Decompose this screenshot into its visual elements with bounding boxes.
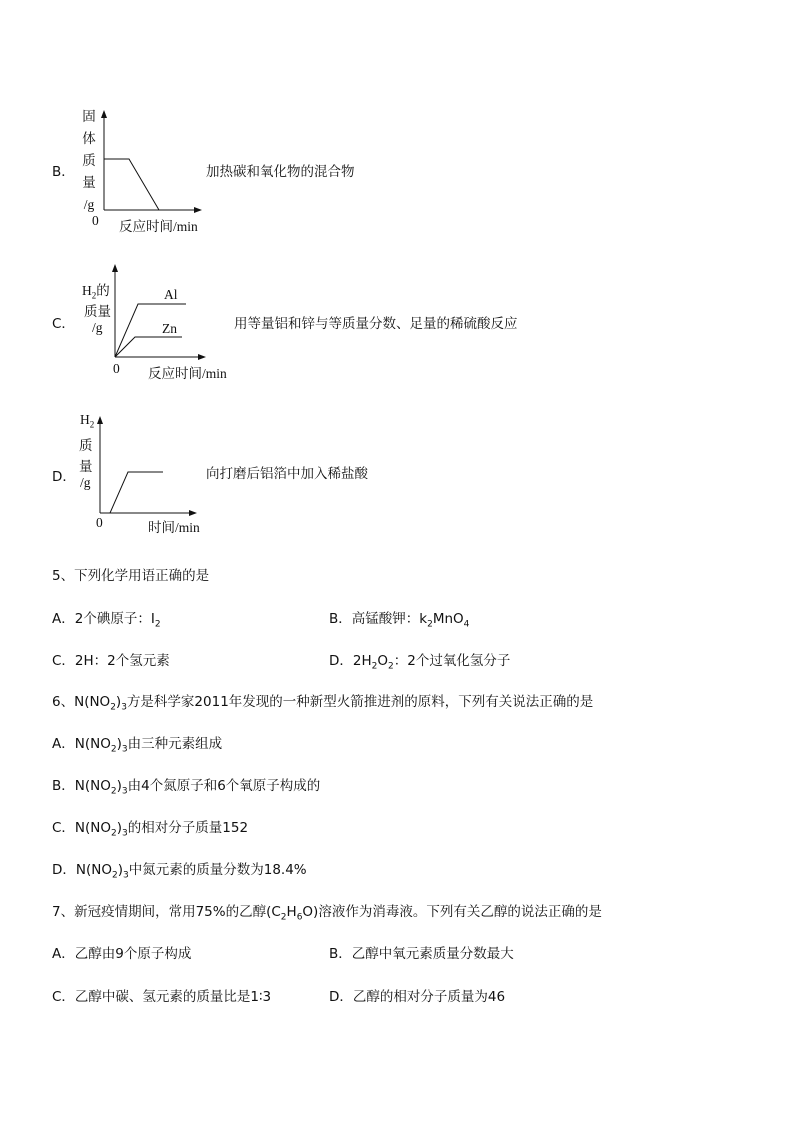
option-c-label-zn: Zn	[162, 321, 177, 336]
q7-stem: 7、新冠疫情期间，常用75%的乙醇$(C_2H_6O)$溶液作为消毒液。下列有关乙醇的说法正确的是	[52, 904, 602, 923]
option-c-letter: C．	[52, 316, 75, 332]
option-c-origin: 0	[113, 361, 120, 376]
q7-option-d: D．乙醇的相对分子质量为46	[329, 989, 506, 1005]
option-b-graph	[95, 110, 210, 220]
option-c-xlabel: 反应时间/min	[148, 366, 227, 381]
option-b-line	[104, 159, 159, 210]
q5-option-d: D．$2H_2O_2$：2个过氧化氢分子	[329, 653, 511, 672]
q5-stem: 5、下列化学用语正确的是	[52, 568, 210, 584]
option-c-ylabel-line2: 质量	[84, 304, 111, 320]
option-d-ylabel-line3: 量	[79, 459, 93, 475]
option-d-y-arrow	[97, 416, 103, 424]
q5-option-c: C．2H：2个氢元素	[52, 653, 170, 669]
option-c-x-arrow	[198, 354, 206, 360]
option-c-line-zn	[115, 337, 182, 357]
option-c-ylabel-line1: $H_2$的	[82, 283, 110, 301]
option-b-xlabel: 反应时间/min	[119, 219, 198, 234]
option-d-letter: D．	[52, 469, 76, 485]
option-d-ylabel-line4: /g	[80, 475, 91, 490]
option-b-y-arrow	[101, 110, 107, 118]
option-d-ylabel-line1: $H_2$	[80, 412, 95, 430]
option-c-y-arrow	[112, 264, 118, 272]
option-c-graph	[110, 262, 220, 362]
option-d-ylabel-line2: 质	[79, 438, 93, 454]
option-b-origin: 0	[92, 213, 99, 228]
q7-option-c: C．乙醇中碳、氢元素的质量比是1∶3	[52, 989, 272, 1005]
option-d-xlabel: 时间/min	[148, 520, 200, 535]
option-d-origin: 0	[96, 515, 103, 530]
q5-option-b: B．高锰酸钾：$k_2MnO_4$	[329, 611, 470, 630]
option-d-line	[110, 472, 163, 513]
q7-option-a: A．乙醇由9个原子构成	[52, 946, 192, 962]
option-b-ylabel: 固 体 质 量 /g	[82, 109, 96, 212]
q7-option-b: B．乙醇中氧元素质量分数最大	[329, 946, 514, 962]
option-b-x-arrow	[194, 207, 202, 213]
option-b-caption: 加热碳和氧化物的混合物	[206, 164, 355, 180]
q5-option-a: A．2个碘原子：$I_2$	[52, 611, 161, 630]
option-d-graph	[95, 414, 210, 519]
option-c-label-al: Al	[164, 287, 178, 302]
q6-option-a: A．$N(NO_2)_3$由三种元素组成	[52, 736, 223, 755]
option-b-letter: B．	[52, 164, 75, 180]
option-d-caption: 向打磨后铝箔中加入稀盐酸	[206, 466, 368, 482]
option-c-caption: 用等量铝和锌与等质量分数、足量的稀硫酸反应	[234, 316, 518, 332]
q6-option-c: C．$N(NO_2)_3$的相对分子质量152	[52, 820, 249, 839]
q6-stem: 6、$N(NO_2)_3$方是科学家2011年发现的一种新型火箭推进剂的原料，下列有关说法正确的是	[52, 694, 594, 713]
q6-option-b: B．$N(NO_2)_3$由4个氮原子和6个氧原子构成的	[52, 778, 321, 797]
q6-option-d: D．$N(NO_2)_3$中氮元素的质量分数为18.4%	[52, 862, 307, 881]
option-c-ylabel-line3: /g	[92, 320, 103, 335]
